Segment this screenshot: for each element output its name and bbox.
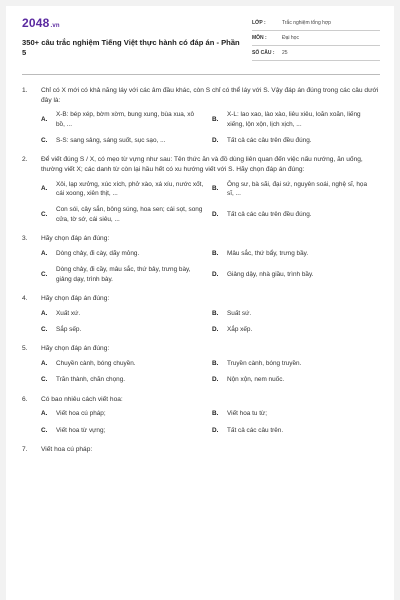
option-a[interactable] [41,249,212,258]
question-6 [6,395,394,435]
question-text: Để viết đúng S / X, có mẹo từ vựng như sau: Tên thức ăn và đồ dùng liên quan đến việc nấu nướng, ăn uống, thường viết X; các danh từ còn lại hầu hết có xu hướng viết với S. Hãy chọn đáp án đúng: [41,156,363,173]
option-text: Mâu sắc, thứ bẩy, trưng bầy. [227,249,309,257]
question-number: 1. [22,87,28,94]
option-a[interactable] [41,309,212,318]
option-b[interactable] [212,110,383,129]
option-d[interactable] [212,210,383,219]
option-text: Con sói, cây sắn, bông súng, hoa sen; cái sọt, song cửa, tờ sớ, cái siêu, ... [56,206,203,223]
option-letter: D. [212,137,219,144]
option-letter: C. [41,376,48,384]
option-letter: A. [41,360,48,368]
meta-label: MÔN : [252,35,267,41]
option-letter: C. [41,326,48,334]
option-d[interactable] [212,325,383,334]
option-letter: C. [41,211,48,219]
option-a[interactable] [41,359,212,368]
option-d[interactable] [212,136,383,145]
question-text: Hãy chọn đáp án đúng: [41,235,110,243]
meta-value: Đại học [282,35,299,41]
option-letter: C. [41,137,48,144]
option-letter: B. [212,115,219,123]
header-divider [22,74,380,75]
option-text: Xuất xứ. [56,309,81,317]
option-text: Tất cả các câu trên đều đúng. [227,211,312,219]
option-text: Viết hoa cú pháp; [56,410,106,418]
option-letter: A. [41,115,48,123]
option-c[interactable] [41,426,212,435]
question-2 [6,155,394,224]
option-text: X-L: lao xao, lào xào, liêu xiêu, loăn xoăn, liếng xiếng, lộn xộn, lịch xịch, ... [227,111,361,128]
question-number: 5. [22,345,28,353]
option-text: Dòng chảy, đi cày, dãy mỏng. [56,249,140,257]
option-a[interactable] [41,110,212,129]
option-b[interactable] [212,359,383,368]
option-letter: A. [41,309,48,317]
logo-suffix: .vn [50,23,60,29]
option-letter: D. [212,211,219,219]
option-letter: D. [212,376,219,384]
option-c[interactable] [41,375,212,384]
option-b[interactable] [212,409,383,418]
option-a[interactable] [41,409,212,418]
question-number: 2. [22,156,28,164]
option-d[interactable] [212,375,383,384]
option-letter: D. [212,326,219,334]
option-text: Giảng dậy, nhà giầu, trình bầy. [227,270,314,278]
logo-text: 2048 [22,16,50,30]
meta-label: SỐ CÂU : [252,50,275,56]
option-c[interactable] [41,205,212,224]
option-b[interactable] [212,249,383,258]
option-letter: B. [212,309,219,317]
option-text: Trăn thành, chăn chọng. [56,376,126,384]
question-7 [6,445,394,455]
option-text: Truyền cành, bóng truyền. [227,360,302,368]
meta-row-class [252,16,380,31]
option-letter: C. [41,426,48,434]
document-meta [252,16,380,61]
question-text: Hãy chọn đáp án đúng: [41,345,110,353]
document-title: 350+ câu trắc nghiệm Tiếng Việt thực hành có đáp án - Phần 5 [22,38,240,57]
meta-label: LỚP : [252,20,266,26]
question-number: 6. [22,395,28,403]
option-text: Nộn xộn, nem nuốc. [227,376,285,384]
option-c[interactable] [41,265,212,284]
document-page [6,6,394,600]
option-d[interactable] [212,426,383,435]
meta-row-count [252,46,380,61]
option-letter: C. [41,270,48,278]
option-text: Tất cả các câu trên đều đúng. [227,137,312,144]
option-text: Sắp sếp. [56,326,82,334]
meta-value: 25 [282,50,288,56]
question-1 [6,86,394,145]
option-text: Suất sứ. [227,309,252,317]
question-number: 4. [22,295,28,303]
option-letter: A. [41,185,48,193]
option-text: S-S: sang sảng, sáng suốt, sục sạo, ... [56,137,166,144]
option-a[interactable] [41,180,212,199]
meta-row-subject [252,31,380,46]
option-text: Ông sư, bà sãi, đại sứ, nguyên soái, nghệ sĩ, họa sĩ, ... [227,180,368,197]
option-text: Viết hoa tu từ; [227,410,268,418]
question-text: Có bao nhiêu cách viết hoa: [41,395,123,403]
question-text: Chỉ có X mới có khả năng láy với các âm đầu khác, còn S chỉ có thể láy với S. Vậy đáp án đúng trong các câu dưới đây là: [41,87,379,104]
question-5 [6,344,394,384]
option-c[interactable] [41,325,212,334]
option-letter: D. [212,426,219,434]
option-letter: A. [41,410,48,418]
option-d[interactable] [212,270,383,279]
option-letter: B. [212,360,219,368]
question-4 [6,294,394,334]
option-text: Viết hoa từ vựng; [56,426,106,434]
option-letter: D. [212,270,219,278]
question-3 [6,234,394,284]
meta-value: Trắc nghiệm tổng hợp [282,20,331,26]
option-text: Tất cả các câu trên. [227,426,284,434]
option-letter: B. [212,410,219,418]
option-text: Xắp xếp. [227,326,253,334]
question-text: Hãy chọn đáp án đúng: [41,295,110,303]
question-number: 3. [22,235,28,243]
option-letter: B. [212,185,219,193]
option-c[interactable] [41,136,212,145]
question-number: 7. [22,446,28,454]
question-text: Viết hoa cú pháp: [41,446,93,454]
document-header [6,6,394,74]
option-b[interactable] [212,180,383,199]
option-text: X-B: bép xép, bờm xờm, bung xung, bùa xua, xô bồ, ... [56,111,195,128]
question-list [6,86,394,465]
option-text: Dòng chảy, đi cầy, mâu sắc, thứ bảy, trưng bày, giảng dạy, trình bày. [56,266,191,283]
option-letter: A. [41,249,48,257]
option-text: Chuyền cành, bóng chuyền. [56,360,136,368]
option-b[interactable] [212,309,383,318]
option-text: Xôi, lạp xưởng, xúc xích, phở xào, xá xíu, nước xốt, cái xoong, xiên thịt, ... [56,180,204,197]
option-letter: B. [212,249,219,257]
